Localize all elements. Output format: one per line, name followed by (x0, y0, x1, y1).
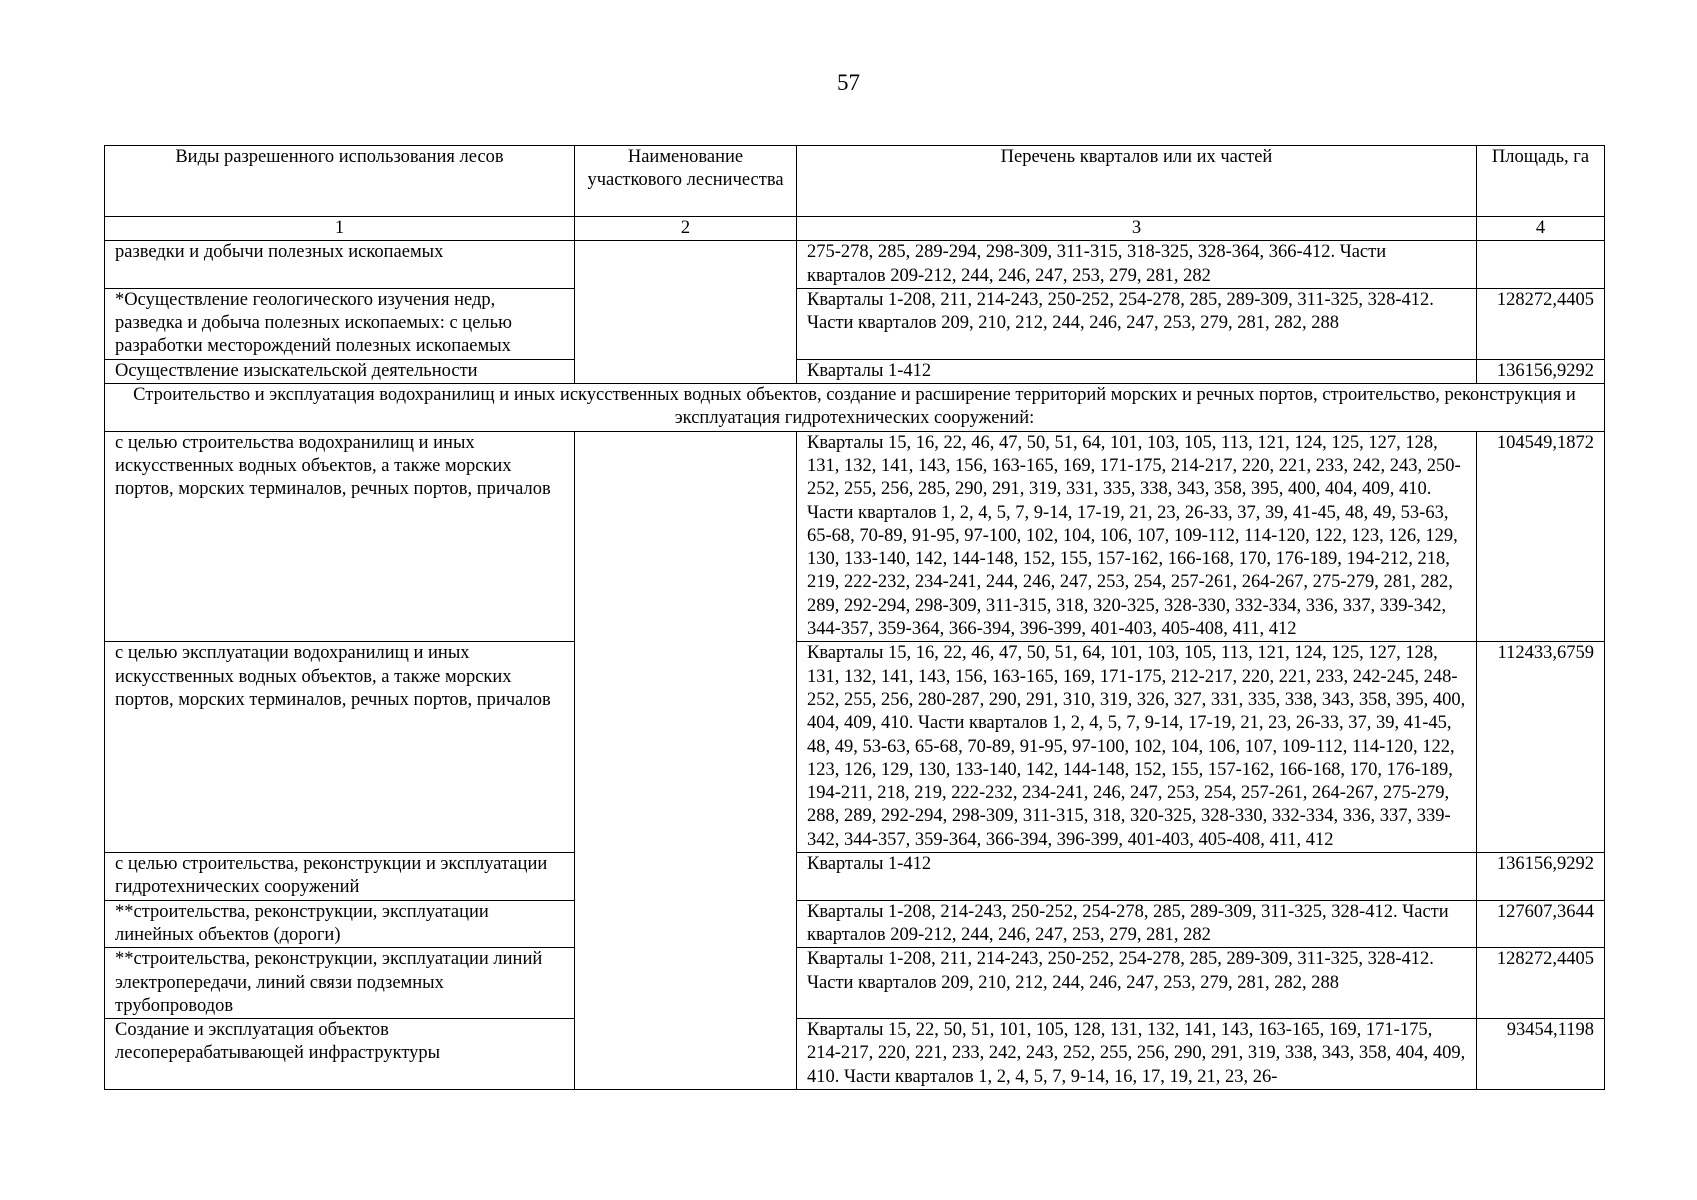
table-row (105, 241, 1605, 289)
section-heading-row (105, 384, 1605, 432)
quarters-cell: Кварталы 15, 16, 22, 46, 47, 50, 51, 64, 101, 103, 105, 113, 121, 124, 125, 127, 128, 131, 132, 141, 143, 156, 163-165, 169, 171-175, 212-217, 220, 221, 233, 242-245, 248-252, 255, 256, 280-287, 290, 291, 310, 319, 326, 327, 331, 335, 338, 343, 358, 395, 400, 404, 409, 410. Части кварталов 1, 2, 4, 5, 7, 9-14, 17-19, 21, 23, 26-33, 37, 39, 41-45, 48, 49, 53-63, 65-68, 70-89, 91-95, 97-100, 102, 104, 106, 107, 109-112, 114-120, 122, 123, 126, 129, 130, 133-140, 142, 144-148, 152, 155, 157-162, 166-168, 170, 176-189, 194-211, 218, 219, 222-232, 234-241, 246, 247, 253, 254, 257-261, 264-267, 275-279, 288, 289, 292-294, 298-309, 311-315, 318, 320-325, 328-330, 332-334, 336, 337, 339-342, 344-357, 359-364, 366-394, 396-399, 401-403, 405-408, 411, 412 (797, 642, 1477, 853)
table-row (105, 288, 1605, 359)
column-number: 1 (105, 217, 575, 241)
table-row (105, 642, 1605, 853)
table-row (105, 948, 1605, 1019)
table-row (105, 900, 1605, 948)
quarters-cell: Кварталы 1-208, 211, 214-243, 250-252, 254-278, 285, 289-309, 311-325, 328-412. Части кварталов 209, 210, 212, 244, 246, 247, 253, 279, 281, 282, 288 (797, 288, 1477, 359)
area-cell: 136156,9292 (1477, 853, 1605, 901)
table-row (105, 1019, 1605, 1090)
column-number-row (105, 217, 1605, 241)
use-type-cell: **строительства, реконструкции, эксплуатации линий электропередачи, линий связи подземных трубопроводов (105, 948, 575, 1019)
quarters-cell: Кварталы 1-412 (797, 853, 1477, 901)
quarters-cell: Кварталы 1-208, 211, 214-243, 250-252, 254-278, 285, 289-309, 311-325, 328-412. Части кварталов 209, 210, 212, 244, 246, 247, 253, 279, 281, 282, 288 (797, 948, 1477, 1019)
area-cell: 112433,6759 (1477, 642, 1605, 853)
use-type-cell: Создание и эксплуатация объектов лесоперерабатывающей инфраструктуры (105, 1019, 575, 1090)
quarters-cell: Кварталы 1-412 (797, 359, 1477, 383)
quarters-cell: Кварталы 1-208, 214-243, 250-252, 254-278, 285, 289-309, 311-325, 328-412. Части кварталов 209-212, 244, 246, 247, 253, 279, 281, 282 (797, 900, 1477, 948)
area-cell: 93454,1198 (1477, 1019, 1605, 1090)
use-type-cell: с целью эксплуатации водохранилищ и иных искусственных водных объектов, а также морских портов, морских терминалов, речных портов, причалов (105, 642, 575, 853)
area-cell: 128272,4405 (1477, 948, 1605, 1019)
table-row (105, 853, 1605, 901)
header-forestry-name: Наименование участкового лесничества (575, 146, 797, 217)
use-type-cell: **строительства, реконструкции, эксплуатации линейных объектов (дороги) (105, 900, 575, 948)
area-cell: 104549,1872 (1477, 431, 1605, 642)
use-type-cell: разведки и добычи полезных ископаемых (105, 241, 575, 289)
column-number: 3 (797, 217, 1477, 241)
column-number: 2 (575, 217, 797, 241)
forestry-name-cell (575, 241, 797, 384)
forestry-name-cell (575, 431, 797, 1089)
table-header-row (105, 146, 1605, 217)
column-number: 4 (1477, 217, 1605, 241)
section-title: Строительство и эксплуатация водохранилищ и иных искусственных водных объектов, создание и расширение территорий морских и речных портов, строительство, реконструкция и эксплуатация гидротехнических сооружений: (105, 384, 1605, 432)
area-cell (1477, 241, 1605, 289)
header-quarters-list: Перечень кварталов или их частей (797, 146, 1477, 217)
table-row (105, 359, 1605, 383)
area-cell: 128272,4405 (1477, 288, 1605, 359)
use-type-cell: с целью строительства водохранилищ и иных искусственных водных объектов, а также морских портов, морских терминалов, речных портов, причалов (105, 431, 575, 642)
page-number: 57 (837, 70, 860, 95)
use-type-cell: Осуществление изыскательской деятельности (105, 359, 575, 383)
header-use-type: Виды разрешенного использования лесов (105, 146, 575, 217)
area-cell: 127607,3644 (1477, 900, 1605, 948)
quarters-cell: Кварталы 15, 22, 50, 51, 101, 105, 128, 131, 132, 141, 143, 163-165, 169, 171-175, 214-217, 220, 221, 233, 242, 243, 252, 255, 256, 290, 291, 319, 338, 343, 358, 404, 409, 410. Части кварталов 1, 2, 4, 5, 7, 9-14, 16, 17, 19, 21, 23, 26- (797, 1019, 1477, 1090)
use-type-cell: с целью строительства, реконструкции и эксплуатации гидротехнических сооружений (105, 853, 575, 901)
use-type-cell: *Осуществление геологического изучения недр, разведка и добыча полезных ископаемых: с целью разработки месторождений полезных ископаемых (105, 288, 575, 359)
header-area: Площадь, га (1477, 146, 1605, 217)
forest-use-table (104, 145, 1605, 1090)
quarters-cell: 275-278, 285, 289-294, 298-309, 311-315, 318-325, 328-364, 366-412. Части кварталов 209-212, 244, 246, 247, 253, 279, 281, 282 (797, 241, 1477, 289)
area-cell: 136156,9292 (1477, 359, 1605, 383)
quarters-cell: Кварталы 15, 16, 22, 46, 47, 50, 51, 64, 101, 103, 105, 113, 121, 124, 125, 127, 128, 131, 132, 141, 143, 156, 163-165, 169, 171-175, 214-217, 220, 221, 233, 242, 243, 250-252, 255, 256, 285, 290, 291, 319, 331, 335, 338, 343, 358, 395, 400, 404, 409, 410. Части кварталов 1, 2, 4, 5, 7, 9-14, 17-19, 21, 23, 26-33, 37, 39, 41-45, 48, 49, 53-63, 65-68, 70-89, 91-95, 97-100, 102, 104, 106, 107, 109-112, 114-120, 122, 123, 126, 129, 130, 133-140, 142, 144-148, 152, 155, 157-162, 166-168, 170, 176-189, 194-212, 218, 219, 222-232, 234-241, 244, 246, 247, 253, 254, 257-261, 264-267, 275-279, 281, 282, 289, 292-294, 298-309, 311-315, 318, 320-325, 328-330, 332-334, 336, 337, 339-342, 344-357, 359-364, 366-394, 396-399, 401-403, 405-408, 411, 412 (797, 431, 1477, 642)
table-row (105, 431, 1605, 642)
